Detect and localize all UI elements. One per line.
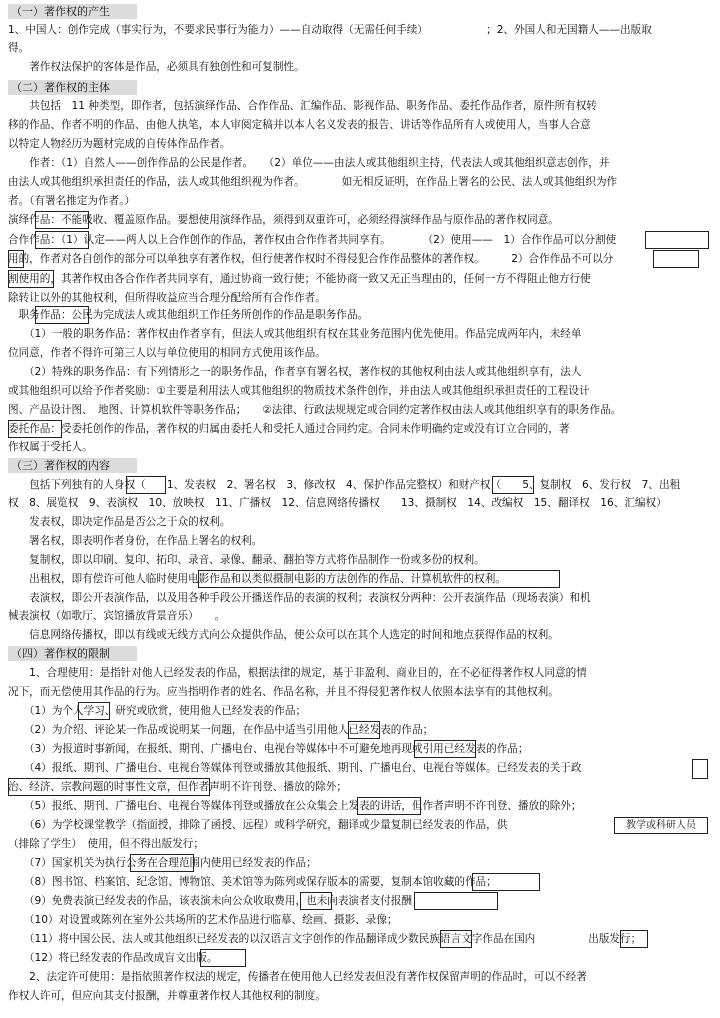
text-line: 职务作品：公民为完成法人或其他组织工作任务所创作的作品是职务作品。 [8, 309, 369, 321]
text-line: （3）为报道时事新闻，在报纸、期刊、广播电台、电视台等媒体中不可避免地再现或引用已经发表的作品； [8, 743, 529, 755]
text-line: 署名权，即表明作者身份，在作品上署名的权利。 [8, 535, 263, 547]
section-heading-4: （四）著作权的限制 [8, 646, 137, 661]
text-line: 作权属于受托人。 [8, 441, 93, 453]
text-line: 著作权法保护的客体是作品，必须具有独创性和可复制性。 [8, 61, 305, 73]
text-line: 割使用的，其著作权由各合作作者共同享有，通过协商一致行使；不能协商一致又无正当理由的，任何一方不得阻止他方行使 [8, 273, 591, 285]
annotation-box [8, 778, 210, 796]
text-line: （8）图书馆、档案馆、纪念馆、博物馆、美术馆等为陈列或保存版本的需要，复制本馆收藏的作品； [8, 876, 497, 888]
annotation-box [440, 930, 472, 948]
text-line: （2）特殊的职务作品：有下列情形之一的职务作品，作者享有署名权，著作权的其他权利由法人或其他组织享有，法人 [8, 366, 582, 378]
text-line: 信息网络传播权，即以有线或无线方式向公众提供作品，使公众可以在其个人选定的时间和地点获得作品的权利。 [8, 629, 559, 641]
annotation-box [300, 892, 332, 910]
annotation-box [414, 740, 476, 758]
text-line: （1）为个人学习、研究或欣赏，使用他人已经发表的作品； [8, 705, 307, 717]
text-line: （6）为学校课堂教学（指面授，排除了函授、远程）或科学研究，翻译或少量复制已经发表的作品，供 [8, 819, 508, 831]
text-line: 复制权，即以印刷、复印、拓印、录音、录像、翻录、翻拍等方式将作品制作一份或多份的权利。 [8, 554, 485, 566]
annotation-box [35, 306, 89, 324]
text-line: （2）为介绍、评论某一作品或说明某一问题，在作品中适当引用他人已经发表的作品； [8, 724, 434, 736]
text-line: （4）报纸、期刊、广播电台、电视台等媒体刊登或播放其他报纸、期刊、广播电台、电视台等媒体。已经发表的关于政 [8, 762, 582, 774]
annotation-box [35, 231, 89, 249]
text-line: 者。（有署名推定为作者。） [8, 195, 136, 207]
text-line: 除转让以外的其他权利，但所得收益应当合理分配给所有合作作者。 [8, 292, 326, 304]
annotation-box [645, 231, 709, 249]
text-line: 1、合理使用：是指针对他人已经发表的作品，根据法律的规定，基于非盈利、商业目的，在不必征得著作权人同意的情 [8, 667, 587, 679]
text-line: 或其他组织可以给予作者奖励：①主要是利用法人或其他组织的物质技术条件创作，并由法人或其他组织承担责任的工程设计 [8, 385, 590, 397]
text-line: 得。 [8, 42, 30, 54]
annotation-box [472, 873, 540, 891]
annotation-box [8, 250, 24, 268]
text-line: 治、经济、宗教问题的时事性文章，但作者声明不许刊登、播放的除外； [8, 781, 347, 793]
text-line: 委托作品：受委托创作的作品，著作权的归属由委托人和受托人通过合同约定。合同未作明确约定或没有订立合同的，著 [8, 423, 570, 435]
text-line: （11）将中国公民、法人或其他组织已经发表的以汉语言文字创作的作品翻译成少数民族语言文字作品在国内 出版发行； [8, 933, 642, 945]
annotation-box [414, 892, 498, 910]
text-line: 移的作品、作者不明的作品、由他人执笔，本人审阅定稿并以本人名义发表的报告、讲话等作品所有人或使用人，当事人合意 [8, 119, 591, 131]
annotation-box [357, 797, 421, 815]
text-line: 合作作品：（1）认定——两人以上合作创作的作品，著作权由合作作者共同享有。 （2）使用—— 1）合作作品可以分割使 [8, 234, 617, 246]
annotation-box [198, 570, 560, 588]
text-line: 发表权，即决定作品是否公之于众的权利。 [8, 516, 231, 528]
text-line: 权 8、展览权 9、表演权 10、放映权 11、广播权 12、信息网络传播权 13、摄制权 14、改编权 15、翻译权 16、汇编权） [8, 497, 667, 509]
text-line: 表演权，即公开表演作品，以及用各种手段公开播送作品的表演的权利；表演权分两种：公开表演作品（现场表演）和机 [8, 592, 591, 604]
annotation-box [130, 854, 194, 872]
text-line: （排除了学生） 使用，但不得出版发行； [8, 838, 204, 850]
text-line: 以特定人物经历为题材完成的自传体作品作者。 [8, 138, 231, 150]
section-heading-3: （三）著作权的内容 [8, 458, 137, 473]
annotation-box [8, 420, 62, 438]
text-line: 共包括 11 种类型，即作者，包括演绎作品、合作作品、汇编作品、影视作品、职务作品、委托作品作者，原件所有权转 [8, 100, 597, 112]
annotation-box [620, 930, 648, 948]
annotation-box [348, 721, 380, 739]
text-line: 作者：（1）自然人——创作作品的公民是作者。 （2）单位——由法人或其他组织主持，代表法人或其他组织意志创作，并 [8, 157, 610, 169]
text-line: （12）将已经发表的作品改成盲文出版。 [8, 952, 218, 964]
text-line: 用的，作者对各自创作的部分可以单独享有著作权，但行使著作权时不得侵犯合作作品整体的著作权。 2）合作作品不可以分 [8, 253, 614, 265]
annotation-box [35, 211, 89, 229]
text-line: 出租权，即有偿许可他人临时使用电影作品和以类似摄制电影的方法创作的作品、计算机软件的权利。 [8, 573, 506, 585]
text-line: 由法人或其他组织承担责任的作品，法人或其他组织视为作者。 如无相反证明，在作品上署名的公民、法人或其他组织为作 [8, 176, 618, 188]
side-note-box: 教学或科研人员 [614, 817, 708, 834]
text-line: 作权人许可，但应向其支付报酬，并尊重著作权人其他权利的制度。 [8, 990, 326, 1002]
text-line: 况下，而无偿使用其作品的行为。应当指明作者的姓名、作品名称，并且不得侵犯著作权人依照本法享有的其他权利。 [8, 686, 559, 698]
section-heading-2: （二）著作权的主体 [8, 80, 137, 95]
section-heading-1: （一）著作权的产生 [8, 4, 137, 19]
text-line: （1）一般的职务作品：著作权由作者享有，但法人或其他组织有权在其业务范围内优先使用。作品完成两年内，未经单 [8, 328, 582, 340]
annotation-box [653, 250, 699, 268]
text-line: （5）报纸、期刊、广播电台、电视台等媒体刊登或播放在公众集会上发表的讲话，但作者声明不许刊登、播放的除外； [8, 800, 582, 812]
annotation-box [200, 949, 246, 967]
text-line: （10）对设置或陈列在室外公共场所的艺术作品进行临摹、绘画、摄影、录像； [8, 914, 398, 926]
text-line: 位同意，作者不得许可第三人以与单位使用的相同方式使用该作品。 [8, 347, 326, 359]
text-line: 械表演权（如歌厅、宾馆播放背景音乐） 。 [8, 610, 226, 622]
annotation-box [8, 270, 54, 288]
text-line: （9）免费表演已经发表的作品，该表演未向公众收取费用，也未向表演者支付报酬； [8, 895, 423, 907]
text-line: 包括下列独有的人身权（ 1、发表权 2、署名权 3、修改权 4、保护作品完整权）和财产权（ 5、复制权 6、发行权 7、出租 [8, 479, 681, 491]
annotation-box [692, 759, 708, 779]
annotation-box [492, 476, 534, 494]
text-line: （7）国家机关为执行公务在合理范围内使用已经发表的作品； [8, 857, 317, 869]
annotation-box [126, 476, 166, 494]
text-line: 1、中国人：创作完成（事实行为，不要求民事行为能力）——自动取得（无需任何手续） ；2、外国人和无国籍人——出版取 [8, 24, 652, 36]
text-line: 图、产品设计图、 地图、计算机软件等职务作品； ②法律、行政法规规定或合同约定著作权由法人或其他组织享有的职务作品。 [8, 404, 622, 416]
text-line: 演绎作品：不能吸收、覆盖原作品。要想使用演绎作品，须得到双重许可，必须经得演绎作品与原作品的著作权同意。 [8, 214, 559, 226]
annotation-box [78, 702, 110, 720]
text-line: 2、法定许可使用：是指依照著作权法的规定，传播者在使用他人已经发表但没有著作权保留声明的作品时，可以不经著 [8, 971, 587, 983]
